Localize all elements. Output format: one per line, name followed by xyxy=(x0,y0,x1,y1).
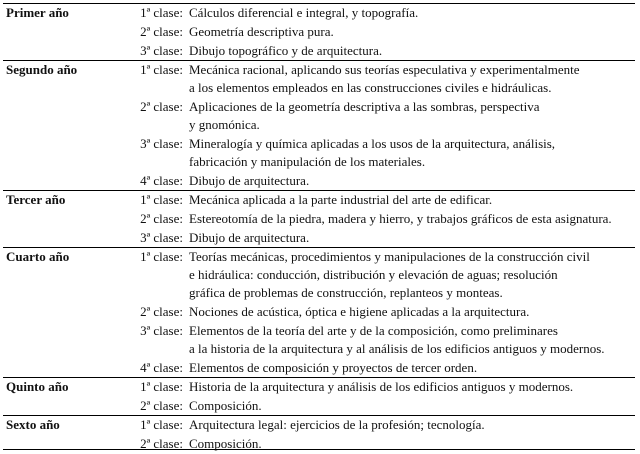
year-cell-empty xyxy=(3,41,118,61)
class-row xyxy=(3,134,635,171)
class-label: 3ª clase: xyxy=(140,43,183,58)
class-label: 1ª clase: xyxy=(118,416,183,435)
class-row xyxy=(3,416,635,435)
class-description xyxy=(183,134,635,171)
class-row xyxy=(3,228,635,248)
description-line: Geometría descriptiva pura. xyxy=(189,24,334,39)
year-cell-empty xyxy=(3,396,118,416)
description-line: Cálculos diferencial e integral, y topografía. xyxy=(189,5,419,20)
year-cell-empty xyxy=(3,22,118,41)
class-label: 1ª clase: xyxy=(118,61,183,98)
description-line: Dibujo topográfico y de arquitectura. xyxy=(189,43,383,58)
year-cell-empty xyxy=(3,434,118,453)
year-label: Tercer año xyxy=(3,191,118,210)
class-row xyxy=(3,22,635,41)
description-line: Arquitectura legal: ejercicios de la profesión; tecnología. xyxy=(189,417,485,432)
class-row xyxy=(3,321,635,358)
description-line: Dibujo de arquitectura. xyxy=(189,173,310,188)
class-description xyxy=(183,97,635,134)
class-label: 2ª clase: xyxy=(140,24,183,39)
description-line: Estereotomía de la piedra, madera y hierro, y trabajos gráficos de esta asignatura. xyxy=(189,211,612,226)
class-label: 4ª clase: xyxy=(140,173,183,188)
class-description xyxy=(183,209,635,228)
description-line: Dibujo de arquitectura. xyxy=(189,230,310,245)
class-label: 3ª clase: xyxy=(140,136,183,151)
year-cell-empty xyxy=(3,171,118,191)
class-description xyxy=(183,4,635,22)
class-description xyxy=(183,191,635,210)
class-label: 2ª clase: xyxy=(140,436,183,451)
year-cell-empty xyxy=(3,358,118,378)
class-label: 2ª clase: xyxy=(140,211,183,226)
class-label: 4ª clase: xyxy=(140,360,183,375)
description-line: e hidráulica: conducción, distribución y elevación de aguas; resolución xyxy=(189,267,558,282)
year-cell-empty xyxy=(3,209,118,228)
class-description xyxy=(183,358,635,378)
description-line: a la historia de la arquitectura y al análisis de los edificios antiguos y modernos. xyxy=(189,341,605,356)
year-cell-empty xyxy=(3,97,118,134)
curriculum-table-frame xyxy=(3,3,635,450)
class-label: 3ª clase: xyxy=(140,323,183,338)
class-row xyxy=(3,248,635,303)
class-row xyxy=(3,378,635,397)
class-description xyxy=(183,61,635,98)
class-label: 1ª clase: xyxy=(118,191,183,210)
description-line: Mineralogía y química aplicadas a los usos de la arquitectura, análisis, xyxy=(189,136,556,151)
description-line: y gnomónica. xyxy=(189,117,260,132)
class-description xyxy=(183,396,635,416)
class-row xyxy=(3,41,635,61)
description-line: Teorías mecánicas, procedimientos y manipulaciones de la construcción civil xyxy=(189,249,590,264)
description-line: Elementos de la teoría del arte y de la composición, como preliminares xyxy=(189,323,558,338)
description-line: Mecánica aplicada a la parte industrial del arte de edificar. xyxy=(189,192,493,207)
class-row xyxy=(3,171,635,191)
class-row xyxy=(3,358,635,378)
class-description xyxy=(183,321,635,358)
description-line: Historia de la arquitectura y análisis de los edificios antiguos y modernos. xyxy=(189,379,574,394)
class-description xyxy=(183,434,635,453)
class-row xyxy=(3,191,635,210)
class-row xyxy=(3,4,635,22)
class-label: 3ª clase: xyxy=(140,230,183,245)
year-cell-empty xyxy=(3,321,118,358)
class-description xyxy=(183,378,635,397)
description-line: a los elementos empleados en las construcciones civiles e hidráulicas. xyxy=(189,80,552,95)
description-line: Elementos de composición y proyectos de tercer orden. xyxy=(189,360,478,375)
class-label: 2ª clase: xyxy=(140,99,183,114)
description-line: fabricación y manipulación de los materiales. xyxy=(189,154,426,169)
description-line: gráfica de problemas de construcción, replanteos y monteas. xyxy=(189,285,503,300)
description-line: Mecánica racional, aplicando sus teorías especulativa y experimentalmente xyxy=(189,62,580,77)
class-description xyxy=(183,41,635,61)
class-label: 1ª clase: xyxy=(140,5,183,20)
class-row xyxy=(3,209,635,228)
class-row xyxy=(3,396,635,416)
year-cell-empty xyxy=(3,134,118,171)
class-description xyxy=(183,228,635,248)
class-label: 2ª clase: xyxy=(140,398,183,413)
class-row xyxy=(3,97,635,134)
class-label: 1ª clase: xyxy=(118,248,183,303)
description-line: Nociones de acústica, óptica e higiene aplicadas a la arquitectura. xyxy=(189,304,530,319)
class-label: 2ª clase: xyxy=(140,304,183,319)
class-description xyxy=(183,22,635,41)
year-label: Quinto año xyxy=(3,378,118,397)
class-description xyxy=(183,248,635,303)
year-cell-empty xyxy=(3,228,118,248)
class-row xyxy=(3,61,635,98)
description-line: Composición. xyxy=(189,436,262,451)
year-label: Primer año xyxy=(6,5,69,20)
year-label: Sexto año xyxy=(3,416,118,435)
year-label: Segundo año xyxy=(3,61,118,98)
class-description xyxy=(183,171,635,191)
class-row xyxy=(3,302,635,321)
year-cell-empty xyxy=(3,302,118,321)
curriculum-table-body xyxy=(3,4,635,453)
year-label: Cuarto año xyxy=(3,248,118,303)
class-label: 1ª clase: xyxy=(118,378,183,397)
description-line: Aplicaciones de la geometría descriptiva a las sombras, perspectiva xyxy=(189,99,540,114)
curriculum-table xyxy=(3,4,635,453)
class-row xyxy=(3,434,635,453)
class-description xyxy=(183,302,635,321)
class-description xyxy=(183,416,635,435)
description-line: Composición. xyxy=(189,398,262,413)
